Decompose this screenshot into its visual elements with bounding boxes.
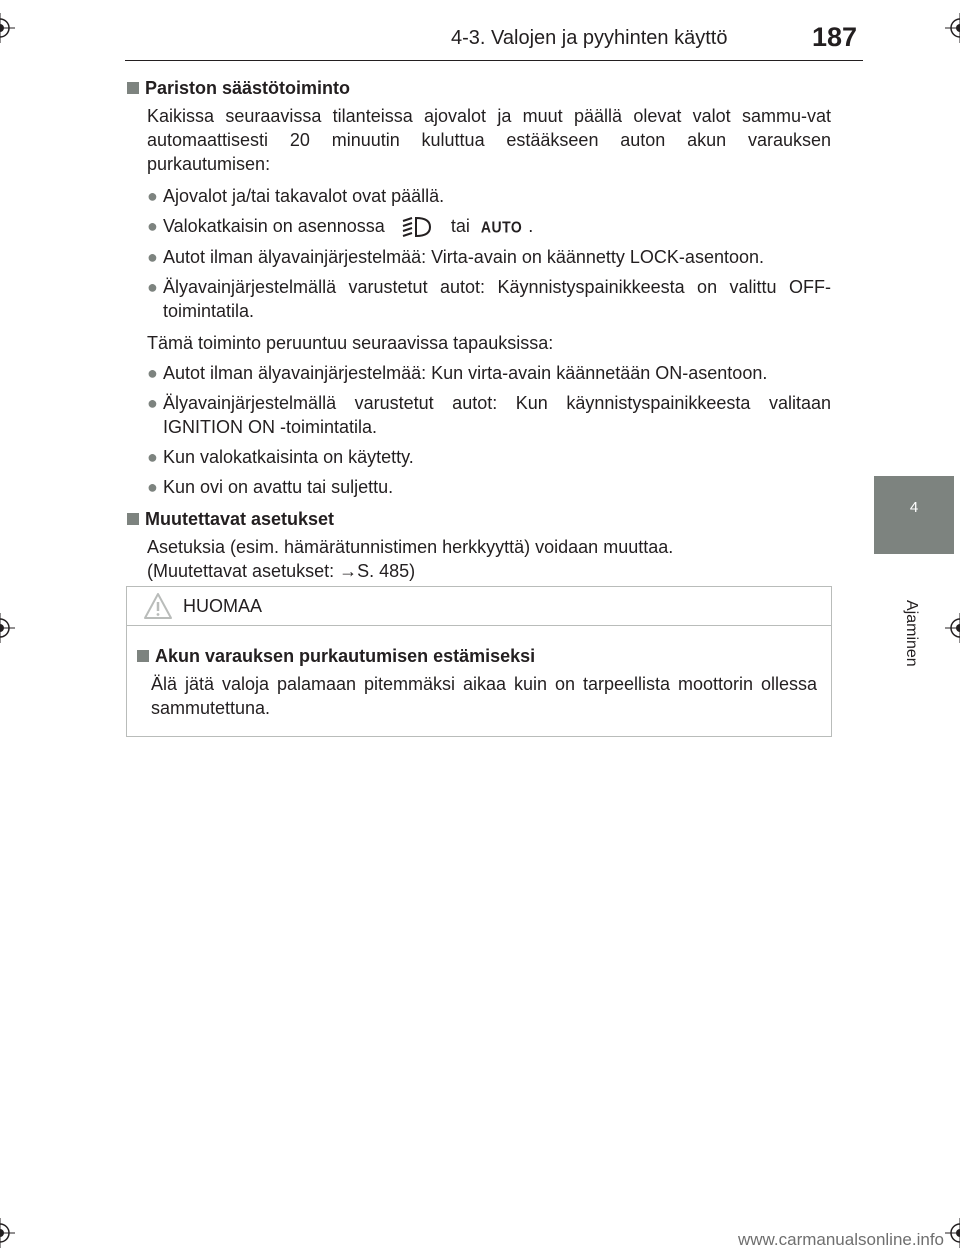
registration-mark-icon xyxy=(945,613,960,643)
bullet-dot-icon: ● xyxy=(147,247,158,268)
registration-mark-icon xyxy=(945,13,960,43)
list-item: ● Kun valokatkaisinta on käytetty. xyxy=(147,447,414,468)
bullet-dot-icon: ● xyxy=(147,277,158,298)
square-bullet-icon xyxy=(127,82,139,94)
notice-header xyxy=(127,587,831,626)
notice-box xyxy=(126,586,832,737)
list-item: ● Autot ilman älyavainjärjestelmää: Kun virta-avain käännetään ON-asentoon. xyxy=(147,363,768,384)
page-number: 187 xyxy=(812,22,858,52)
registration-mark-icon xyxy=(0,13,15,43)
section-heading xyxy=(125,507,831,531)
bullet-dot-icon: ● xyxy=(147,216,158,236)
list-item: ● Autot ilman älyavainjärjestelmää: Virta-avain on käännetty LOCK-asentoon. xyxy=(147,247,764,268)
watermark: www.carmanualsonline.info xyxy=(738,1230,944,1249)
square-bullet-icon xyxy=(137,650,149,662)
list-item: ● Kun ovi on avattu tai suljettu. xyxy=(147,477,394,498)
section-title: 4-3. Valojen ja pyyhinten käyttö xyxy=(451,27,728,49)
auto-mode-icon: AUTO xyxy=(480,218,523,237)
notice-title: HUOMAA xyxy=(183,595,263,616)
paragraph: Kaikissa seuraavissa tilanteissa ajovalot ja muut päällä olevat valot sammu-vat automaattisesti 20 minuutin kuluttua estääkseen auton akun varauksen purkautumisen: xyxy=(147,106,831,174)
registration-mark-icon xyxy=(945,1218,960,1248)
main-content xyxy=(125,76,831,583)
square-bullet-icon xyxy=(127,513,139,525)
headlight-icon xyxy=(400,215,436,239)
registration-mark-icon xyxy=(0,613,15,643)
notice-body xyxy=(127,626,831,720)
list-item: ● Älyavainjärjestelmällä varustetut autot: Käynnistyspainikkeesta on valittu OFF-toimintatila. xyxy=(147,277,831,322)
chapter-label: Ajaminen xyxy=(903,600,920,667)
chapter-tab: 4 xyxy=(874,476,954,554)
list-item: ● Ajovalot ja/tai takavalot ovat päällä. xyxy=(147,186,445,206)
bullet-dot-icon: ● xyxy=(147,186,158,206)
header-divider xyxy=(125,60,863,61)
warning-triangle-icon xyxy=(143,592,173,620)
bullet-dot-icon: ● xyxy=(147,393,158,414)
bullet-dot-icon: ● xyxy=(147,363,158,384)
notice-text: Älä jätä valoja palamaan pitemmäksi aikaa kuin on tarpeellista moottorin ollessa sammutettuna. xyxy=(151,674,817,718)
notice-heading xyxy=(135,644,817,668)
list-item: ● Älyavainjärjestelmällä varustetut autot: Kun käynnistyspainikkeesta valitaan IGNITION ON -toimintatila. xyxy=(147,393,831,438)
paragraph: Asetuksia (esim. hämärätunnistimen herkkyyttä) voidaan muuttaa. xyxy=(147,537,674,558)
bullet-dot-icon: ● xyxy=(147,447,158,468)
registration-mark-icon xyxy=(0,1218,15,1248)
heading-text: Muutettavat asetukset xyxy=(145,509,335,530)
section-heading xyxy=(125,76,831,100)
bullet-dot-icon: ● xyxy=(147,477,158,498)
paragraph: Tämä toiminto peruuntuu seuraavissa tapauksissa: xyxy=(147,333,554,354)
heading-text: Pariston säästötoiminto xyxy=(145,78,351,98)
paragraph: (Muutettavat asetukset: →S. 485) xyxy=(147,561,416,582)
heading-text: Akun varauksen purkautumisen estämiseksi xyxy=(155,646,536,666)
list-item: ● Valokatkaisin on asennossa tai AUTO . xyxy=(147,214,831,239)
